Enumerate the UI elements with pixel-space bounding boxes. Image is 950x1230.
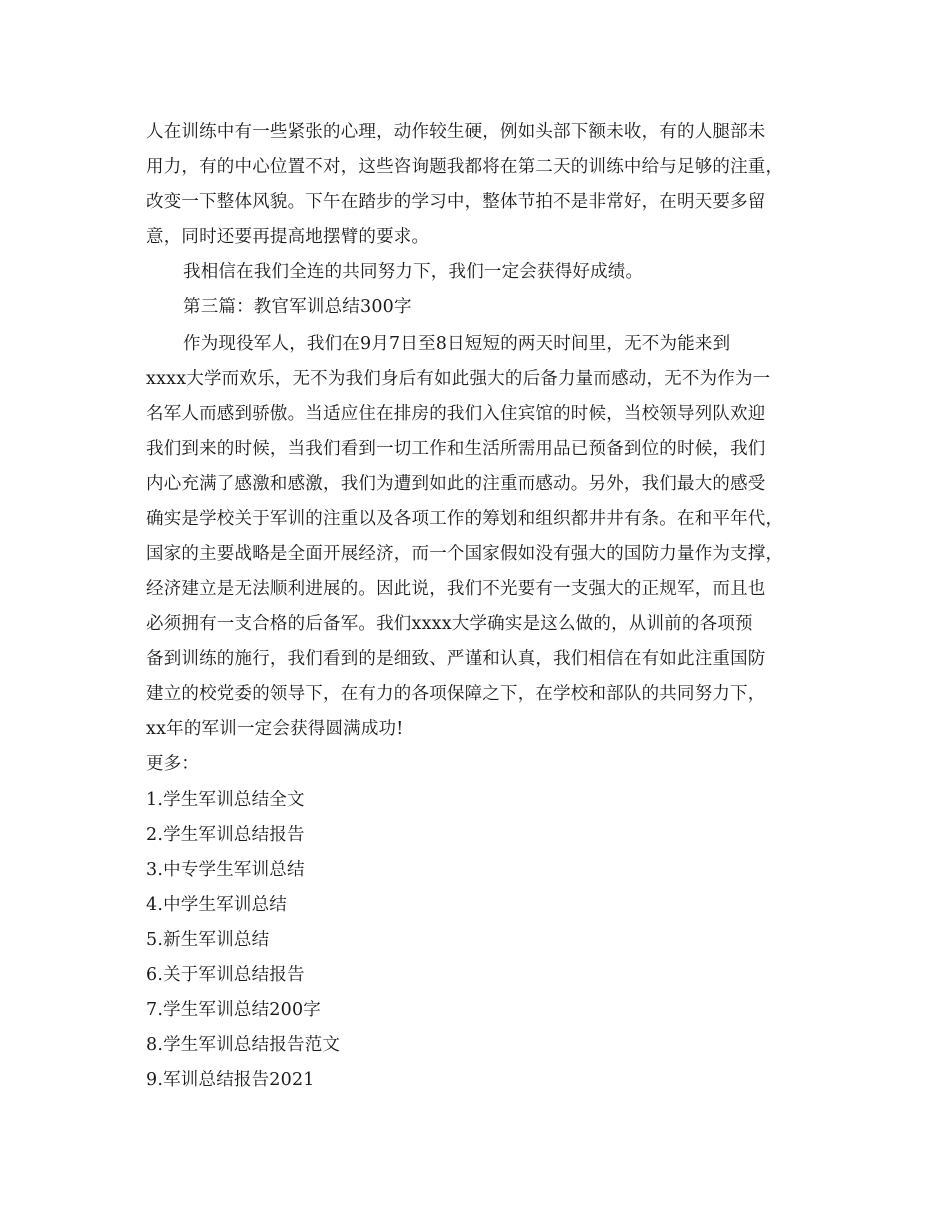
paragraph-line: 确实是学校关于军训的注重以及各项工作的筹划和组织都井井有条。在和平年代，	[146, 509, 784, 529]
paragraph-line: 经济建立是无法顺利进展的。因此说，我们不光要有一支强大的正规军，而且也	[146, 579, 766, 599]
related-link[interactable]: 1.学生军训总结全文	[146, 790, 305, 810]
paragraph-line: 内心充满了感激和感激，我们为遭到如此的注重而感动。另外，我们最大的感受	[146, 474, 766, 494]
paragraph-line: 国家的主要战略是全面开展经济，而一个国家假如没有强大的国防力量作为支撑，	[146, 544, 784, 564]
related-link[interactable]: 7.学生军训总结200字	[146, 1000, 321, 1020]
paragraph-line: xx年的军训一定会获得圆满成功!	[146, 719, 404, 739]
paragraph-line: 我相信在我们全连的共同努力下，我们一定会获得好成绩。	[183, 262, 644, 282]
related-link[interactable]: 4.中学生军训总结	[146, 895, 287, 915]
related-link[interactable]: 6.关于军训总结报告	[146, 965, 305, 985]
paragraph-line: 我们到来的时候，当我们看到一切工作和生活所需用品已预备到位的时候，我们	[146, 439, 766, 459]
paragraph-line: 备到训练的施行，我们看到的是细致、严谨和认真，我们相信在有如此注重国防	[146, 649, 766, 669]
related-link[interactable]: 2.学生军训总结报告	[146, 825, 305, 845]
paragraph-line: 用力，有的中心位置不对，这些咨询题我都将在第二天的训练中给与足够的注重，	[146, 157, 784, 177]
paragraph-line: 必须拥有一支合格的后备军。我们xxxx大学确实是这么做的，从训前的各项预	[146, 614, 753, 634]
related-link[interactable]: 3.中专学生军训总结	[146, 860, 305, 880]
paragraph-line: 建立的校党委的领导下，在有力的各项保障之下，在学校和部队的共同努力下，	[146, 684, 766, 704]
paragraph-line: xxxx大学而欢乐，无不为我们身后有如此强大的后备力量而感动，无不为作为一	[146, 369, 771, 389]
related-link[interactable]: 9.军训总结报告2021	[146, 1070, 315, 1090]
paragraph-line: 人在训练中有一些紧张的心理，动作较生硬，例如头部下额未收，有的人腿部未	[146, 122, 766, 142]
related-link[interactable]: 5.新生军训总结	[146, 930, 270, 950]
more-label: 更多：	[146, 754, 200, 774]
paragraph-line: 名军人而感到骄傲。当适应住在排房的我们入住宾馆的时候，当校领导列队欢迎	[146, 404, 766, 424]
section-title: 第三篇：教官军训总结300字	[183, 297, 412, 317]
paragraph-line: 改变一下整体风貌。下午在踏步的学习中，整体节拍不是非常好，在明天要多留	[146, 192, 766, 212]
paragraph-line: 意，同时还要再提高地摆臂的要求。	[146, 227, 430, 247]
related-link[interactable]: 8.学生军训总结报告范文	[146, 1035, 341, 1055]
paragraph-line: 作为现役军人，我们在9月7日至8日短短的两天时间里，无不为能来到	[183, 334, 731, 354]
